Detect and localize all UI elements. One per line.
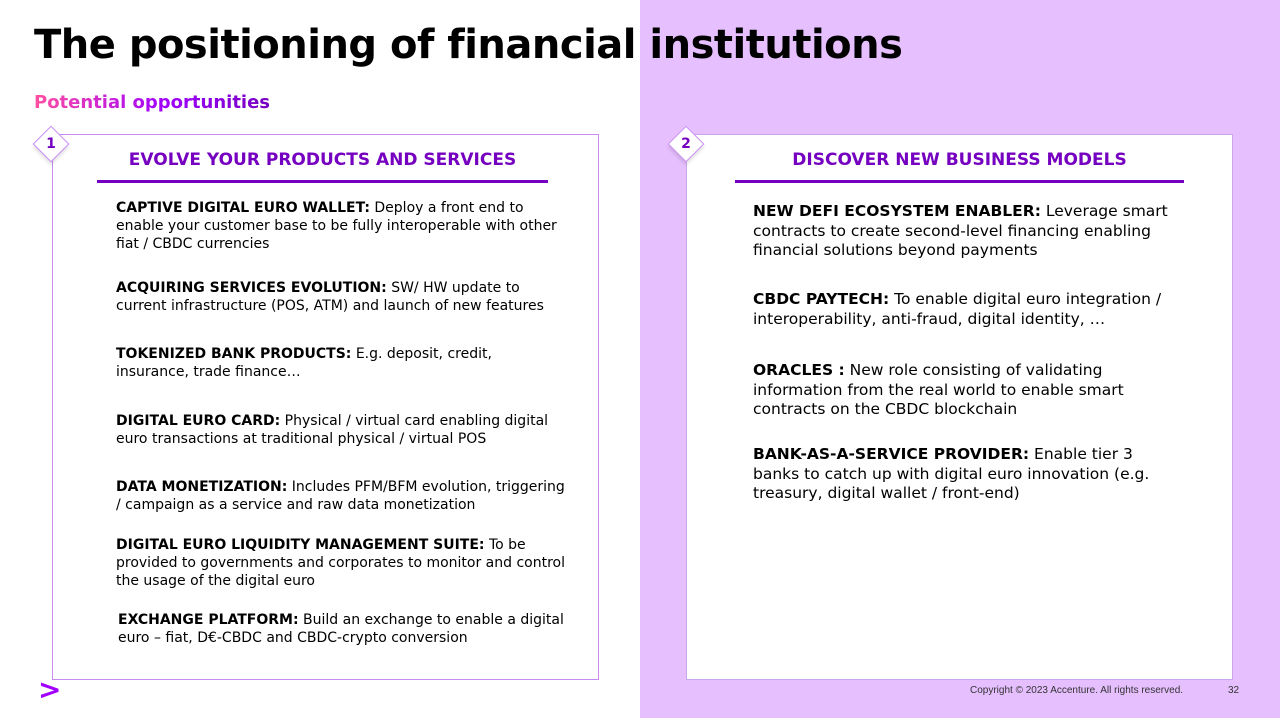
right-panel-heading: DISCOVER NEW BUSINESS MODELS	[792, 150, 1127, 170]
item-text: SW/ HW update to current infrastructure (POS, ATM) and launch of new features	[116, 280, 544, 314]
item-text: To enable digital euro integration / interoperability, anti-fraud, digital identity, …	[753, 290, 1162, 328]
item-label: EXCHANGE PLATFORM:	[118, 612, 299, 628]
item-text: Deploy a front end to enable your customer base to be fully interoperable with other fiat / CBDC currencies	[116, 200, 557, 252]
item-text: Includes PFM/BFM evolution, triggering / campaign as a service and raw data monetization	[116, 479, 565, 513]
left-panel-heading: EVOLVE YOUR PRODUCTS AND SERVICES	[128, 150, 517, 170]
page-subtitle: Potential opportunities	[34, 92, 271, 113]
item-text: New role consisting of validating information from the real world to enable smart contracts on the CBDC blockchain	[753, 361, 1124, 418]
page-number: 32	[1228, 685, 1240, 696]
right-item-baas-provider	[753, 445, 1173, 504]
item-text: E.g. deposit, credit, insurance, trade finance…	[116, 346, 492, 380]
page-title: The positioning of financial institutions	[34, 22, 903, 68]
copyright-text: Copyright © 2023 Accenture. All rights reserved.	[970, 685, 1184, 696]
item-label: TOKENIZED BANK PRODUCTS:	[116, 346, 352, 362]
item-text: Build an exchange to enable a digital euro – fiat, D€-CBDC and CBDC-crypto conversion	[118, 612, 564, 646]
item-text: Leverage smart contracts to create second-level financing enabling financial solutions beyond payments	[753, 202, 1168, 259]
accenture-logo-icon: >	[38, 673, 62, 706]
item-label: ORACLES :	[753, 361, 845, 379]
item-label: CBDC PAYTECH:	[753, 290, 890, 308]
item-label: NEW DEFI ECOSYSTEM ENABLER:	[753, 202, 1041, 220]
item-text: To be provided to governments and corporates to monitor and control the usage of the digital euro	[116, 537, 565, 589]
left-item-liquidity-suite	[116, 536, 566, 590]
item-label: ACQUIRING SERVICES EVOLUTION:	[116, 280, 387, 296]
item-label: BANK-AS-A-SERVICE PROVIDER:	[753, 445, 1030, 463]
item-text: Enable tier 3 banks to catch up with digital euro innovation (e.g. treasury, digital wallet / front-end)	[753, 445, 1150, 502]
left-item-exchange-platform	[118, 611, 568, 647]
item-label: DIGITAL EURO LIQUIDITY MANAGEMENT SUITE:	[116, 537, 485, 553]
right-item-cbdc-paytech	[753, 290, 1173, 329]
item-label: DIGITAL EURO CARD:	[116, 413, 281, 429]
right-heading-rule	[735, 180, 1184, 183]
item-label: CAPTIVE DIGITAL EURO WALLET:	[116, 200, 370, 216]
item-text: Physical / virtual card enabling digital euro transactions at traditional physical / virtual POS	[116, 413, 549, 447]
left-item-tokenized-products	[116, 345, 566, 381]
badge-number-1: 1	[46, 136, 56, 152]
right-item-defi-enabler	[753, 202, 1173, 261]
left-item-acquiring-services	[116, 279, 566, 315]
left-item-captive-wallet	[116, 199, 566, 253]
item-label: DATA MONETIZATION:	[116, 479, 288, 495]
left-heading-rule	[97, 180, 548, 183]
badge-number-2: 2	[681, 136, 691, 152]
left-item-data-monetization	[116, 478, 566, 514]
left-item-digital-euro-card	[116, 412, 566, 448]
right-item-oracles	[753, 361, 1173, 420]
